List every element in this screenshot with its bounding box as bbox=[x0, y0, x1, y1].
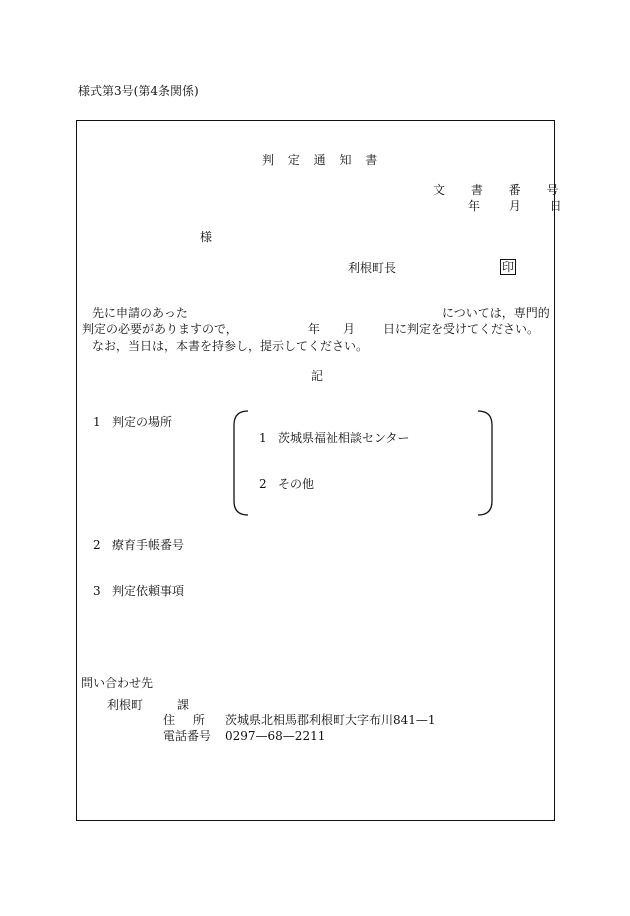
item-2-label: 療育手帳番号 bbox=[112, 538, 185, 552]
item-3-label: 判定依頼事項 bbox=[112, 584, 185, 598]
seal-box bbox=[500, 259, 516, 275]
body-line-2b: 日に判定を受けてください。 bbox=[383, 322, 540, 336]
record-heading: 記 bbox=[311, 369, 324, 383]
notice-title: 判 定 通 知 書 bbox=[262, 153, 378, 167]
contact-dept-suffix: 課 bbox=[177, 698, 190, 712]
body-line-2-year: 年 bbox=[308, 322, 321, 336]
location-2-number: 2 bbox=[259, 477, 267, 491]
location-1-label: 茨城県福祉相談センター bbox=[278, 431, 410, 445]
address-label: 住 所 bbox=[163, 713, 205, 727]
address-value: 茨城県北相馬郡利根町大字布川841—1 bbox=[225, 713, 436, 727]
form-label: 様式第3号(第4条関係) bbox=[78, 84, 199, 98]
phone-label: 電話番号 bbox=[163, 729, 212, 743]
item-1-label: 判定の場所 bbox=[112, 415, 173, 429]
location-bracket bbox=[232, 409, 494, 517]
bracket-left bbox=[234, 411, 248, 515]
body-line-1b: については，専門的 bbox=[442, 306, 550, 320]
item-3-number: 3 bbox=[93, 584, 101, 598]
contact-town: 利根町 bbox=[107, 698, 144, 712]
recipient-suffix: 様 bbox=[200, 230, 213, 244]
body-line-3: なお，当日は，本書を持参し，提示してください。 bbox=[92, 339, 369, 353]
seal-mark: 印 bbox=[501, 260, 514, 274]
document-number: 文 書 番 号 bbox=[433, 183, 559, 197]
body-line-2a: 判定の必要がありますので， bbox=[82, 322, 238, 336]
contact-heading: 問い合わせ先 bbox=[81, 676, 154, 690]
location-2-label: その他 bbox=[278, 477, 315, 491]
issue-date: 年 月 日 bbox=[468, 199, 562, 213]
location-1-number: 1 bbox=[259, 431, 267, 445]
body-line-2-month: 月 bbox=[343, 322, 356, 336]
body-line-1a: 先に申請のあった bbox=[92, 306, 188, 320]
issuer-name: 利根町長 bbox=[348, 261, 397, 275]
bracket-right bbox=[478, 411, 492, 515]
phone-value: 0297—68—2211 bbox=[225, 729, 326, 743]
item-1-number: 1 bbox=[93, 415, 101, 429]
item-2-number: 2 bbox=[93, 538, 101, 552]
